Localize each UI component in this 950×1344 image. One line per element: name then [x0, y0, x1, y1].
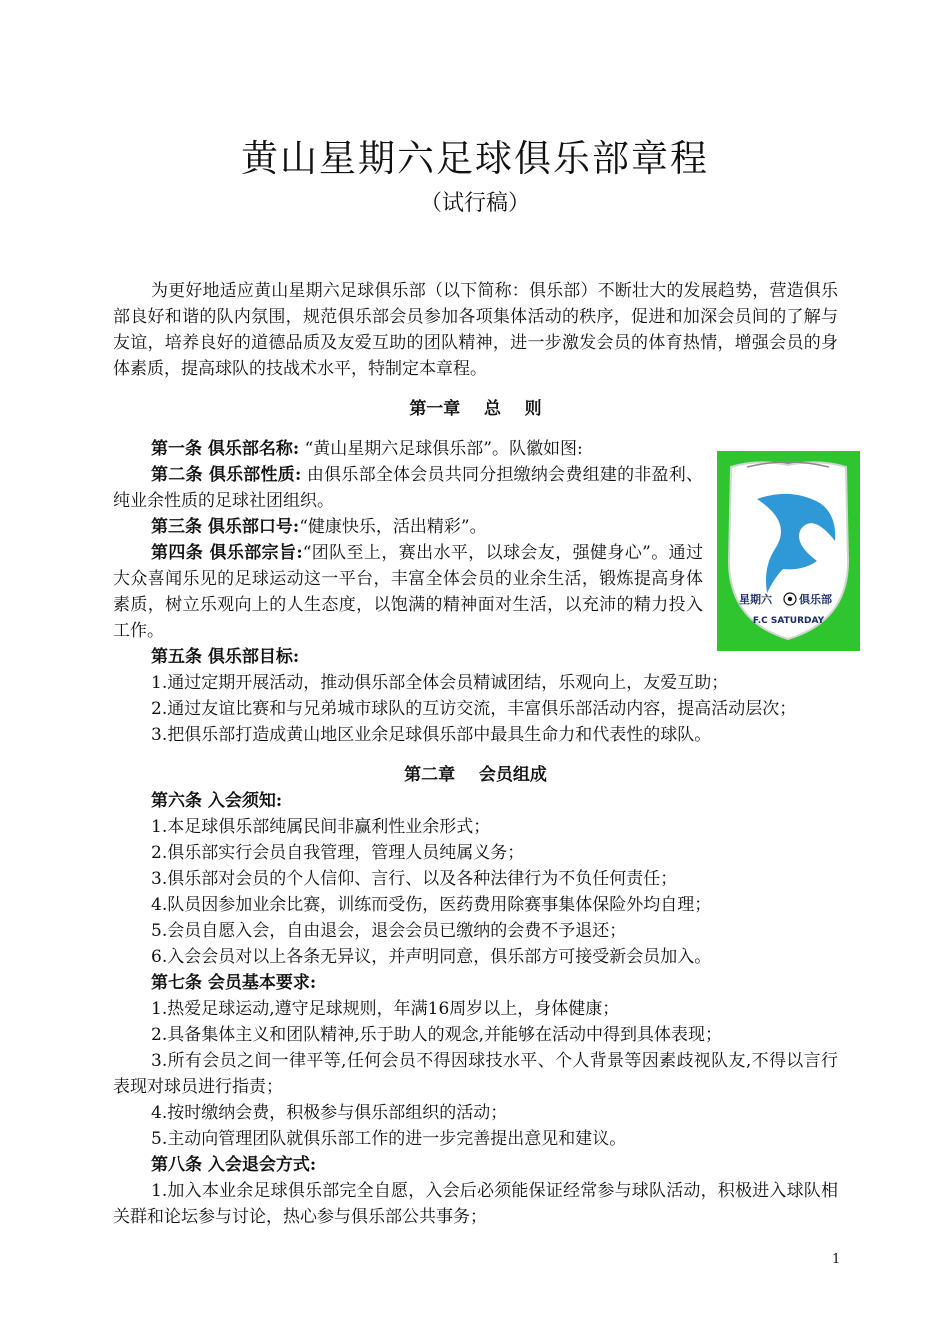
document-title: 黄山星期六足球俱乐部章程 — [241, 137, 709, 180]
article-8-label: 第八条 入会退会方式: — [151, 1155, 317, 1175]
article-5-item: 2.通过友谊比赛和与兄弟城市球队的互访交流，丰富俱乐部活动内容，提高活动层次； — [151, 699, 797, 719]
article-8-item: 1.加入本业余足球俱乐部完全自愿，入会后必须能保证经常参与球队活动，积极进入球队相关群和论坛参与讨论，热心参与俱乐部公共事务； — [113, 1181, 838, 1227]
crest-text-en: F.C SATURDAY — [752, 616, 825, 626]
article-7-item: 2.具备集体主义和团队精神,乐于助人的观念,并能够在活动中得到具体表现； — [151, 1025, 723, 1045]
chapter-1-articles-1-4 — [113, 436, 703, 644]
article-6 — [113, 788, 838, 814]
article-6-item: 5.会员自愿入会，自由退会，退会会员已缴纳的会费不予退还； — [151, 921, 627, 941]
article-7-item: 5.主动向管理团队就俱乐部工作的进一步完善提出意见和建议。 — [151, 1129, 627, 1149]
crest-text-cn-1: 星期六 — [739, 593, 772, 606]
article-7 — [113, 970, 838, 996]
article-2-text: 由俱乐部全体会员共同分担缴纳会费组建的非盈利、纯业余性质的足球社团组织。 — [113, 465, 703, 511]
document-body — [113, 278, 838, 1230]
article-7-item: 4.按时缴纳会费，积极参与俱乐部组织的活动； — [151, 1103, 508, 1123]
article-2-label: 第二条 俱乐部性质: — [151, 465, 302, 485]
article-5-item: 1.通过定期开展活动，推动俱乐部全体会员精诚团结，乐观向上，友爱互助； — [151, 673, 729, 693]
article-5-item: 3.把俱乐部打造成黄山地区业余足球俱乐部中最具生命力和代表性的球队。 — [151, 725, 712, 745]
article-7-label: 第七条 会员基本要求: — [151, 973, 317, 993]
article-4-text: “团队至上，赛出水平，以球会友，强健身心”。通过大众喜闻乐见的足球运动这一平台，丰富全体会员的业余生活，锻炼提高身体素质，树立乐观向上的人生态度，以饱满的精神面对生活，以充沛的精力投入工作。 — [113, 543, 703, 641]
article-5-label: 第五条 俱乐部目标: — [151, 647, 300, 667]
article-3 — [113, 514, 703, 540]
club-crest-image — [717, 451, 860, 651]
article-1-label: 第一条 俱乐部名称: — [151, 439, 300, 459]
article-3-label: 第三条 俱乐部口号: — [151, 517, 300, 537]
article-1-text: “黄山星期六足球俱乐部”。队徽如图: — [299, 439, 583, 459]
article-8 — [113, 1152, 838, 1178]
article-6-label: 第六条 入会须知: — [151, 791, 283, 811]
article-4 — [113, 540, 703, 644]
article-6-item: 6.入会会员对以上各条无异议，并声明同意，俱乐部方可接受新会员加入。 — [151, 947, 712, 967]
article-6-item: 1.本足球俱乐部纯属民间非赢利性业余形式； — [151, 817, 491, 837]
article-6-item: 3.俱乐部对会员的个人信仰、言行、以及各种法律行为不负任何责任； — [151, 869, 678, 889]
article-4-label: 第四条 俱乐部宗旨: — [151, 543, 303, 563]
article-7-item: 1.热爱足球运动,遵守足球规则，年满16周岁以上，身体健康； — [151, 999, 620, 1019]
chapter-1-title: 第一章 总 则 — [409, 399, 542, 419]
article-7-item: 3.所有会员之间一律平等,任何会员不得因球技水平、个人背景等因素歧视队友,不得以言行表现对球员进行指责； — [113, 1051, 838, 1097]
article-2 — [113, 462, 703, 514]
article-6-item: 2.俱乐部实行会员自我管理，管理人员纯属义务； — [151, 843, 525, 863]
article-1 — [113, 436, 703, 462]
article-6-item: 4.队员因参加业余比赛，训练而受伤，医药费用除赛事集体保险外均自理； — [151, 895, 712, 915]
document-subtitle: （试行稿） — [419, 191, 530, 216]
crest-text-cn-2: 俱乐部 — [799, 593, 832, 606]
article-3-text: “健康快乐，活出精彩”。 — [299, 517, 487, 537]
page-number: 1 — [832, 1252, 841, 1267]
preamble: 为更好地适应黄山星期六足球俱乐部（以下简称：俱乐部）不断壮大的发展趋势，营造俱乐部良好和谐的队内氛围，规范俱乐部会员参加各项集体活动的秩序，促进和加深会员间的了解与友谊，培养良好的道德品质及友爱互助的团队精神，进一步激发会员的体育热情，增强会员的身体素质，提高球队的技战术水平，特制定本章程。 — [113, 281, 838, 379]
chapter-2-title: 第二章 会员组成 — [404, 765, 547, 785]
soccer-ball-patch — [788, 597, 792, 601]
